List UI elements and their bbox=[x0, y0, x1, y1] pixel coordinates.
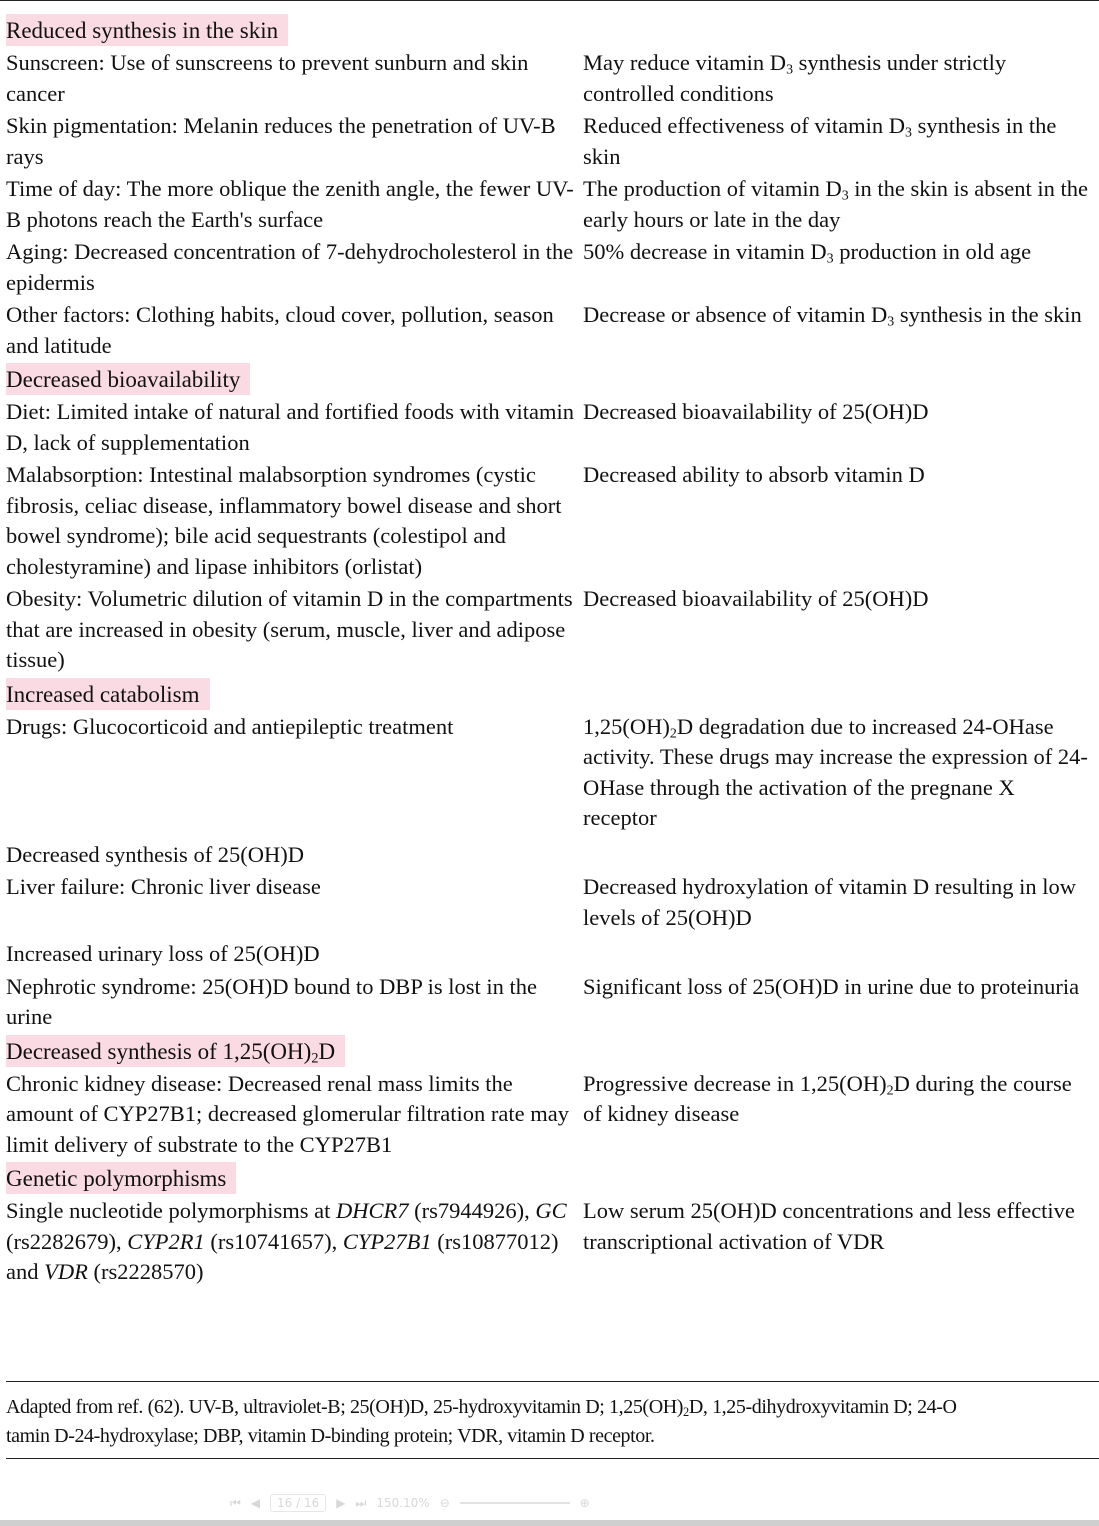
effect-cell: Reduced effectiveness of vitamin $D_3$ synthesis in the skin bbox=[583, 113, 1057, 169]
effect-cell: The production of vitamin $D_3$ in the skin is absent in the early hours or late in the day bbox=[583, 176, 1089, 232]
table-row bbox=[6, 300, 1099, 361]
table-row bbox=[6, 460, 1099, 582]
table-body bbox=[6, 14, 1099, 1290]
cause-cell: Liver failure: Chronic liver disease bbox=[6, 874, 321, 899]
table-row bbox=[6, 712, 1099, 834]
zoom-in-icon[interactable]: ⊕ bbox=[579, 1496, 590, 1510]
effect-cell: 50% decrease in vitamin $D_3$ production in old age bbox=[583, 239, 1032, 267]
table-row bbox=[6, 1069, 1099, 1161]
effect-cell: May reduce vitamin $D_3$ synthesis under strictly controlled conditions bbox=[583, 50, 1007, 106]
table-row bbox=[6, 174, 1099, 235]
section-heading-genetic: Genetic polymorphisms bbox=[6, 1162, 236, 1194]
cause-cell: Single nucleotide polymorphisms at DHCR7 (rs7944926), GC (rs2282679), CYP2R1 (rs10741657), CYP27B1 (rs10877012) and VDR (rs2228570) bbox=[6, 1198, 567, 1284]
cause-cell: Other factors: Clothing habits, cloud cover, pollution, season and latitude bbox=[6, 302, 554, 358]
page-indicator[interactable]: 16 / 16 bbox=[270, 1494, 326, 1512]
table-row bbox=[6, 111, 1099, 172]
table-footnote: Adapted from ref. (62). UV-B, ultraviolet-B; 25(OH)D, 25-hydroxyvitamin D; $1,25(OH)_2D$, 1,25-dihydroxyvitamin D; 24-O tamin D-24-hydroxylase; DBP, vitamin D-binding protein; VDR, vitamin D receptor. bbox=[6, 1396, 957, 1447]
table-row bbox=[6, 1196, 1099, 1288]
cause-cell: Skin pigmentation: Melanin reduces the penetration of UV-B rays bbox=[6, 113, 556, 169]
zoom-level[interactable]: 150.10% bbox=[376, 1496, 430, 1510]
prev-page-icon[interactable]: ◀ bbox=[250, 1496, 261, 1510]
effect-cell: $1,25(OH)_2D$ degradation due to increased 24-OHase activity. These drugs may increase the expression of 24-OHase through the activation of the pregnane X receptor bbox=[583, 713, 1088, 830]
pdf-viewer-toolbar bbox=[230, 1490, 830, 1516]
table-row bbox=[6, 397, 1099, 458]
effect-cell: Significant loss of 25(OH)D in urine due to proteinuria bbox=[583, 973, 1080, 999]
zoom-out-icon[interactable]: ⊖ bbox=[439, 1496, 450, 1510]
cause-cell: Chronic kidney disease: Decreased renal mass limits the amount of CYP27B1; decreased glomerular filtration rate may limit delivery of substrate to the CYP27B1 bbox=[6, 1070, 569, 1157]
cause-cell: Diet: Limited intake of natural and fortified foods with vitamin D, lack of supplementation bbox=[6, 399, 574, 455]
horizontal-scrollbar[interactable] bbox=[0, 1520, 1099, 1526]
section-heading-bioavailability: Decreased bioavailability bbox=[6, 363, 250, 395]
section-heading-synthesis-125ohd: Decreased synthesis of $1,25(OH)_2D$ bbox=[6, 1035, 345, 1067]
effect-cell: Low serum 25(OH)D concentrations and less effective transcriptional activation of VDR bbox=[583, 1198, 1075, 1254]
table-row bbox=[6, 237, 1099, 298]
cause-cell: Time of day: The more oblique the zenith angle, the fewer UV-B photons reach the Earth's surface bbox=[6, 176, 574, 232]
effect-cell: Decreased bioavailability of 25(OH)D bbox=[583, 399, 929, 424]
first-page-icon[interactable]: ⏮ bbox=[230, 1495, 241, 1510]
table-top-rule bbox=[0, 0, 1099, 1]
cause-cell: Drugs: Glucocorticoid and antiepileptic treatment bbox=[6, 713, 454, 739]
table-row bbox=[6, 972, 1099, 1033]
cause-cell: Sunscreen: Use of sunscreens to prevent sunburn and skin cancer bbox=[6, 50, 529, 106]
subgroup-label-urinary-loss: Increased urinary loss of 25(OH)D bbox=[6, 941, 320, 966]
effect-cell: Decreased ability to absorb vitamin D bbox=[583, 462, 925, 487]
next-page-icon[interactable]: ▶ bbox=[336, 1496, 346, 1510]
section-heading-skin: Reduced synthesis in the skin bbox=[6, 14, 288, 46]
table-row bbox=[6, 872, 1099, 933]
table-bottom-rule bbox=[6, 1381, 1099, 1382]
last-page-icon[interactable]: ⏭ bbox=[355, 1495, 367, 1510]
cause-cell: Nephrotic syndrome: 25(OH)D bound to DBP is lost in the urine bbox=[6, 973, 538, 1029]
cause-cell: Obesity: Volumetric dilution of vitamin D in the compartments that are increased in obesity (serum, muscle, liver and adipose tissue) bbox=[6, 586, 573, 672]
effect-cell: Progressive decrease in $1,25(OH)_2D$ during the course of kidney disease bbox=[583, 1070, 1072, 1126]
effect-cell: Decreased bioavailability of 25(OH)D bbox=[583, 586, 929, 611]
table-row bbox=[6, 584, 1099, 676]
zoom-slider[interactable] bbox=[460, 1502, 570, 1504]
section-heading-catabolism: Increased catabolism bbox=[6, 678, 210, 710]
cause-cell: Aging: Decreased concentration of 7-dehydrocholesterol in the epidermis bbox=[6, 239, 574, 295]
effect-cell: Decrease or absence of vitamin $D_3$ synthesis in the skin bbox=[583, 302, 1082, 330]
subgroup-label-synthesis-25ohd: Decreased synthesis of 25(OH)D bbox=[6, 841, 305, 867]
table-row bbox=[6, 48, 1099, 109]
effect-cell: Decreased hydroxylation of vitamin D resulting in low levels of 25(OH)D bbox=[583, 874, 1077, 930]
footnote-rule bbox=[6, 1458, 1099, 1459]
cause-cell: Malabsorption: Intestinal malabsorption syndromes (cystic fibrosis, celiac disease, inflammatory bowel disease and short bowel syndrome); bile acid sequestrants (colestipol and cholestyramine) and lipase inhibitors (orlistat) bbox=[6, 462, 562, 579]
